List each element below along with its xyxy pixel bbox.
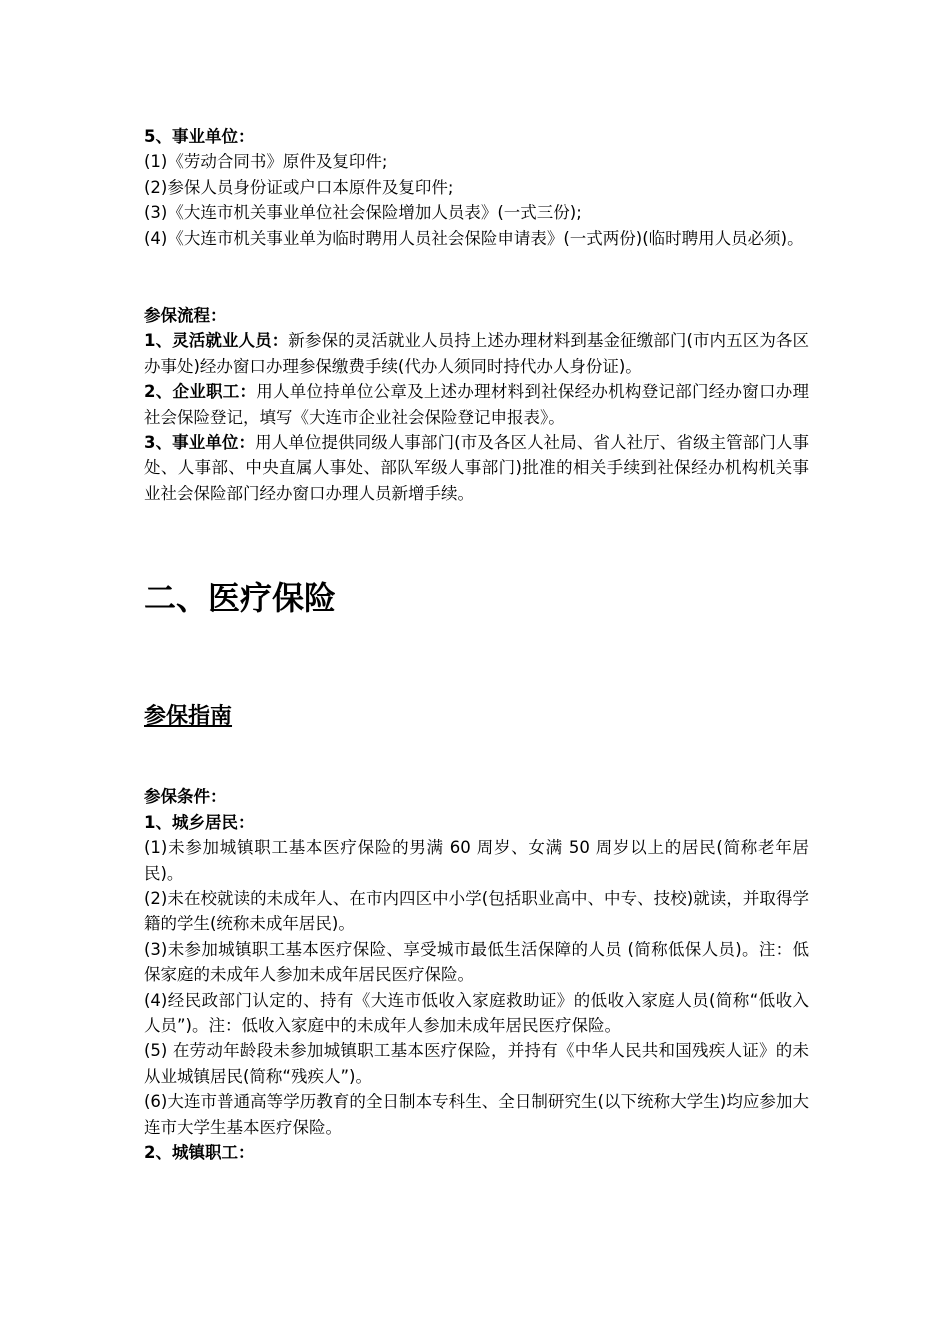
- spacer: [144, 251, 809, 303]
- conditions-heading: 参保条件：: [144, 787, 227, 807]
- process-item-3-label: 3、事业单位：: [144, 433, 256, 453]
- group1-item-3: (3)未参加城镇职工基本医疗保险、享受城市最低生活保障的人员 (简称低保人员)。注：低保家庭的未成年人参加未成年居民医疗保险。: [144, 939, 809, 985]
- group1-heading: 1、城乡居民：: [144, 812, 255, 832]
- process-item-3-text: 用人单位提供同级人事部门(市及各区人社局、省人社厅、省级主管部门人事处、人事部、中央直属人事处、部队军级人事部门)批准的相关手续到社保经办机构机关事业社会保险部门经办窗口办理人员新增手续。: [144, 433, 809, 503]
- section5-item-2: (2)参保人员身份证或户口本原件及复印件;: [144, 177, 454, 197]
- process-heading: 参保流程：: [144, 306, 227, 326]
- group1-item-1: (1)未参加城镇职工基本医疗保险的男满 60 周岁、女满 50 周岁以上的居民(简称老年居民)。: [144, 838, 809, 883]
- group2-heading: 2、城镇职工：: [144, 1142, 255, 1162]
- process-item-2: [144, 379, 809, 430]
- process-item-1-text: 新参保的灵活就业人员持上述办理材料到基金征缴部门(市内五区为各区办事处)经办窗口办理参保缴费手续(代办人须同时持代办人身份证)。: [144, 331, 810, 376]
- section-subtitle-guide: 参保指南: [144, 704, 233, 730]
- group1-item-4: (4)经民政部门认定的、持有《大连市低收入家庭救助证》的低收入家庭人员(简称“低收入人员”)。注：低收入家庭中的未成年人参加未成年居民医疗保险。: [144, 990, 809, 1035]
- process-item-1: [144, 328, 809, 379]
- section5-item-4: (4)《大连市机关事业单为临时聘用人员社会保险申请表》(一式两份)(临时聘用人员必须)。: [144, 228, 804, 248]
- section5-item-3: (3)《大连市机关事业单位社会保险增加人员表》(一式三份);: [144, 203, 582, 223]
- process-item-1-label: 1、灵活就业人员：: [144, 331, 289, 351]
- section5-item-1: (1)《劳动合同书》原件及复印件;: [144, 152, 388, 172]
- process-item-2-text: 用人单位持单位公章及上述办理材料到社保经办机构登记部门经办窗口办理社会保险登记，填写《大连市企业社会保险登记申报表》。: [144, 382, 809, 427]
- section-title-medical-insurance: 二、医疗保险: [144, 579, 337, 618]
- group1-item-2: (2)未在校就读的未成年人、在市内四区中小学(包括职业高中、中专、技校)就读，并取得学籍的学生(统称未成年居民)。: [144, 888, 809, 934]
- document-page: [144, 124, 809, 1165]
- spacer: [144, 732, 809, 784]
- section5-heading: 5、事业单位：: [144, 127, 255, 146]
- process-item-2-label: 2、企业职工：: [144, 382, 257, 402]
- group1-item-5: (5) 在劳动年龄段未参加城镇职工基本医疗保险，并持有《中华人民共和国残疾人证》的未从业城镇居民(简称“残疾人”)。: [144, 1041, 809, 1086]
- group1-item-6: (6)大连市普通高等学历教育的全日制本专科生、全日制研究生(以下统称大学生)均应参加大连市大学生基本医疗保险。: [144, 1092, 809, 1137]
- process-item-3: [144, 430, 809, 506]
